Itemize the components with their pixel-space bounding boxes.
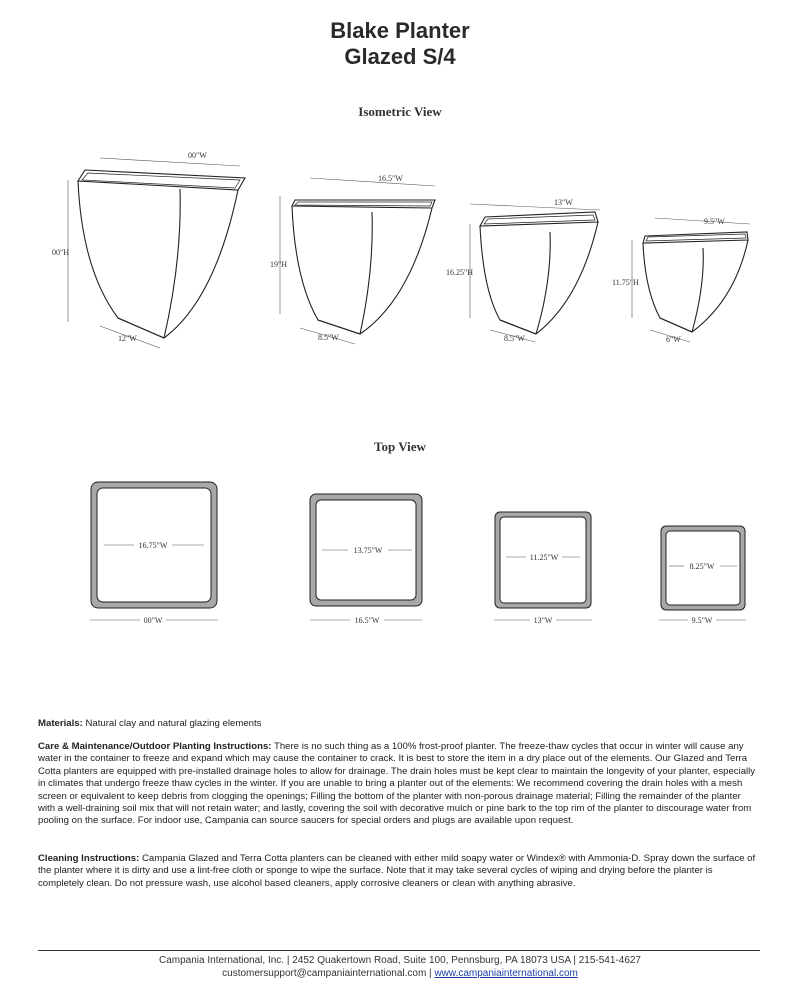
cleaning-text: Campania Glazed and Terra Cotta planters can be cleaned with either mild soapy water or Windex® with Ammonia-D. Spray down the surface of the planter where it is dirty and use a lint-free cloth or sponge to wipe the surface. Note that it may take several cycles of wiping and drying before the planter is completely clean. Do not pressure wash, use alcohol based cleaners, apply corrosive cleaners or clean with anything abrasive. bbox=[38, 853, 756, 889]
iso1-top-width: 00"W bbox=[188, 151, 207, 160]
care-text: There is no such thing as a 100% frost-proof planter. The freeze-thaw cycles that occur in winter will cause any water in the container to freeze and expand which may cause the container to crack. It is best to store the item in a dry place out of the elements. Our Glazed and Terra Cotta planters are equipped with pre-installed drainage holes to allow for drainage. The drain holes must be kept clear to maintain the longevity of your planter, especially in climates that undergo freeze thaw cycles in the winter. If you are unable to bring a planter out of the elements: We recommend covering the drain holes with a mesh screen or equivalent to keep debris from clogging the openings; Filling the bottom of the planter with non-porous drainage material; Filling the remainder of the planter with a well-draining soil mix that will not retain water; and lastly, covering the soil with decorative mulch or pine bark to the top rim of the planter to discourage water from pooling on the surface. For indoor use, Campania can source saucers for special orders and plugs are available upon request. bbox=[38, 741, 756, 827]
iso2-bottom-width: 8.5"W bbox=[318, 333, 339, 342]
title-line-2: Glazed S/4 bbox=[344, 44, 456, 69]
iso2-top-width: 16.5"W bbox=[378, 174, 403, 183]
materials-label: Materials: bbox=[38, 718, 83, 729]
footer-address: Campania International, Inc. | 2452 Quakertown Road, Suite 100, Pennsburg, PA 18073 USA | 215-541-4627 bbox=[159, 955, 641, 966]
iso-planter-3 bbox=[480, 212, 598, 334]
top-view-heading: Top View bbox=[374, 439, 426, 454]
cleaning-paragraph bbox=[38, 853, 760, 890]
top1-outer-width: 00"W bbox=[143, 616, 163, 625]
iso2-height: 19"H bbox=[270, 260, 288, 269]
iso3-top-width: 13"W bbox=[554, 198, 573, 207]
top2-inner-width: 13.75"W bbox=[353, 546, 383, 555]
iso-planter-4 bbox=[643, 232, 748, 332]
care-paragraph bbox=[38, 741, 760, 828]
footer-website-link[interactable]: www.campaniainternational.com bbox=[434, 968, 578, 979]
footer-divider bbox=[38, 950, 760, 951]
footer-contact bbox=[0, 968, 800, 979]
iso4-top-width: 9.5"W bbox=[704, 217, 725, 226]
materials-paragraph bbox=[38, 718, 760, 730]
top4-inner-width: 8.25"W bbox=[689, 562, 715, 571]
iso1-bottom-width: 12"W bbox=[118, 334, 137, 343]
iso4-bottom-width: 6"W bbox=[666, 335, 681, 344]
top2-outer-width: 16.5"W bbox=[354, 616, 380, 625]
footer-email[interactable]: customersupport@campaniainternational.com bbox=[222, 968, 427, 979]
top3-inner-width: 11.25"W bbox=[529, 553, 559, 562]
isometric-view-heading: Isometric View bbox=[358, 104, 442, 119]
footer-separator: | bbox=[426, 968, 435, 979]
top1-inner-width: 16.75"W bbox=[138, 541, 168, 550]
iso3-bottom-width: 8.5"W bbox=[504, 334, 525, 343]
iso3-height: 16.25"H bbox=[446, 268, 474, 277]
iso4-height: 11.75"H bbox=[612, 278, 639, 287]
top3-outer-width: 13"W bbox=[533, 616, 553, 625]
iso-planter-2 bbox=[292, 200, 435, 334]
cleaning-label: Cleaning Instructions: bbox=[38, 853, 140, 864]
materials-text: Natural clay and natural glazing elements bbox=[82, 718, 262, 729]
iso1-height: 00"H bbox=[52, 248, 70, 257]
care-label: Care & Maintenance/Outdoor Planting Instructions: bbox=[38, 741, 272, 752]
iso-planter-1 bbox=[78, 170, 245, 338]
top4-outer-width: 9.5"W bbox=[691, 616, 713, 625]
title-line-1: Blake Planter bbox=[330, 18, 470, 43]
